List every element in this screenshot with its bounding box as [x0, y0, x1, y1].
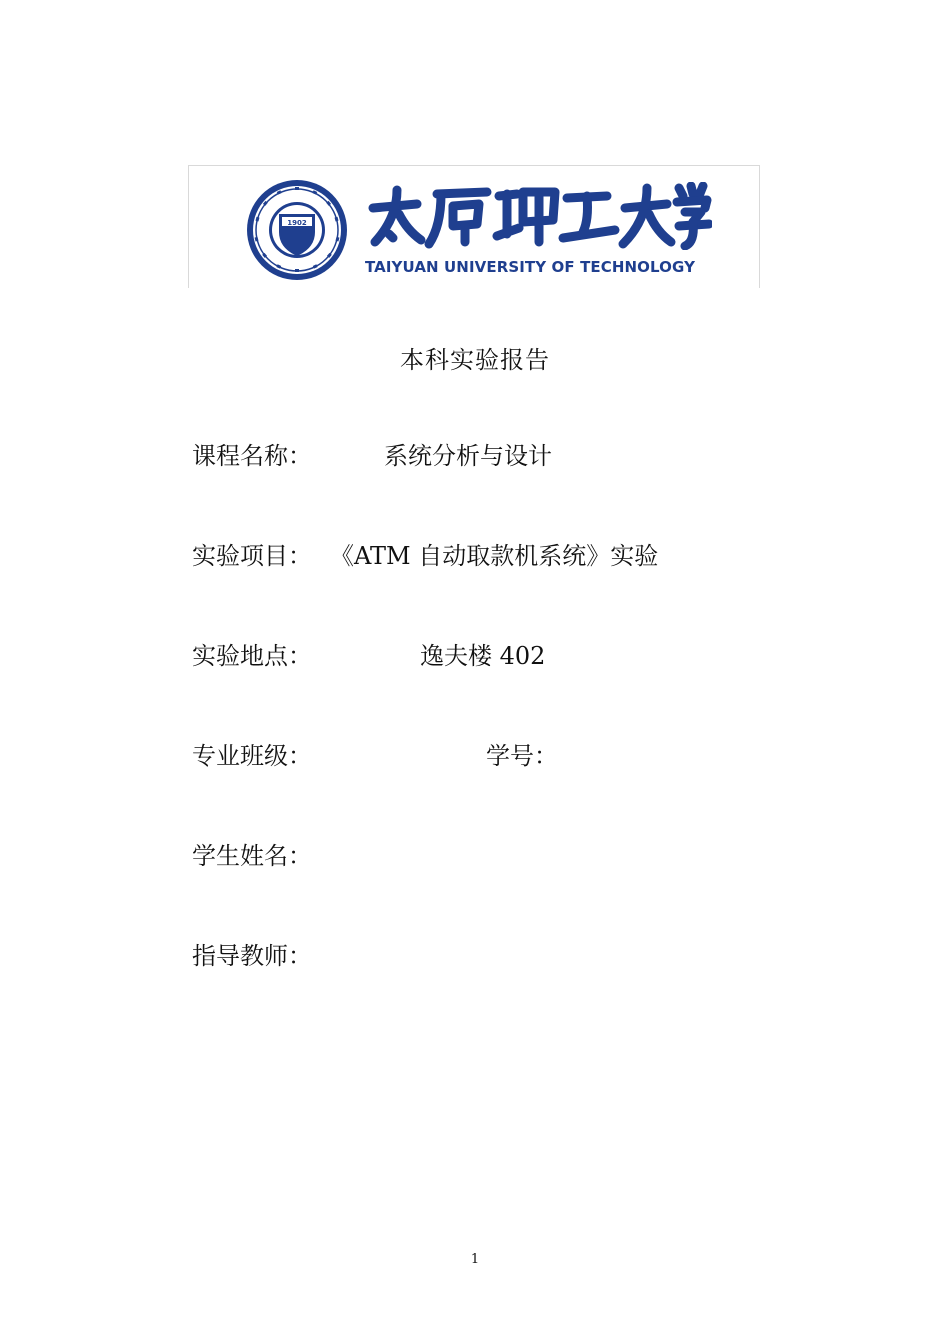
student-name-label: 学生姓名： — [192, 842, 312, 870]
university-english-name: TAIYUAN UNIVERSITY OF TECHNOLOGY — [365, 258, 696, 276]
university-logo-banner — [188, 165, 760, 288]
project-value: 《ATM 自动取款机系统》实验 — [330, 542, 659, 570]
major-class-label: 专业班级： — [192, 742, 312, 770]
course-label: 课程名称： — [192, 442, 312, 470]
seal-year: 1902 — [287, 219, 307, 227]
page-number: 1 — [470, 1252, 480, 1267]
report-title: 本科实验报告 — [400, 346, 550, 374]
student-id-label: 学号： — [486, 742, 558, 770]
university-seal-icon — [245, 178, 349, 282]
project-label: 实验项目： — [192, 542, 312, 570]
university-calligraphy-logo — [367, 182, 712, 250]
location-value: 逸夫楼 402 — [420, 642, 546, 670]
advisor-label: 指导教师： — [192, 942, 312, 970]
location-label: 实验地点： — [192, 642, 312, 670]
course-value: 系统分析与设计 — [384, 442, 552, 470]
